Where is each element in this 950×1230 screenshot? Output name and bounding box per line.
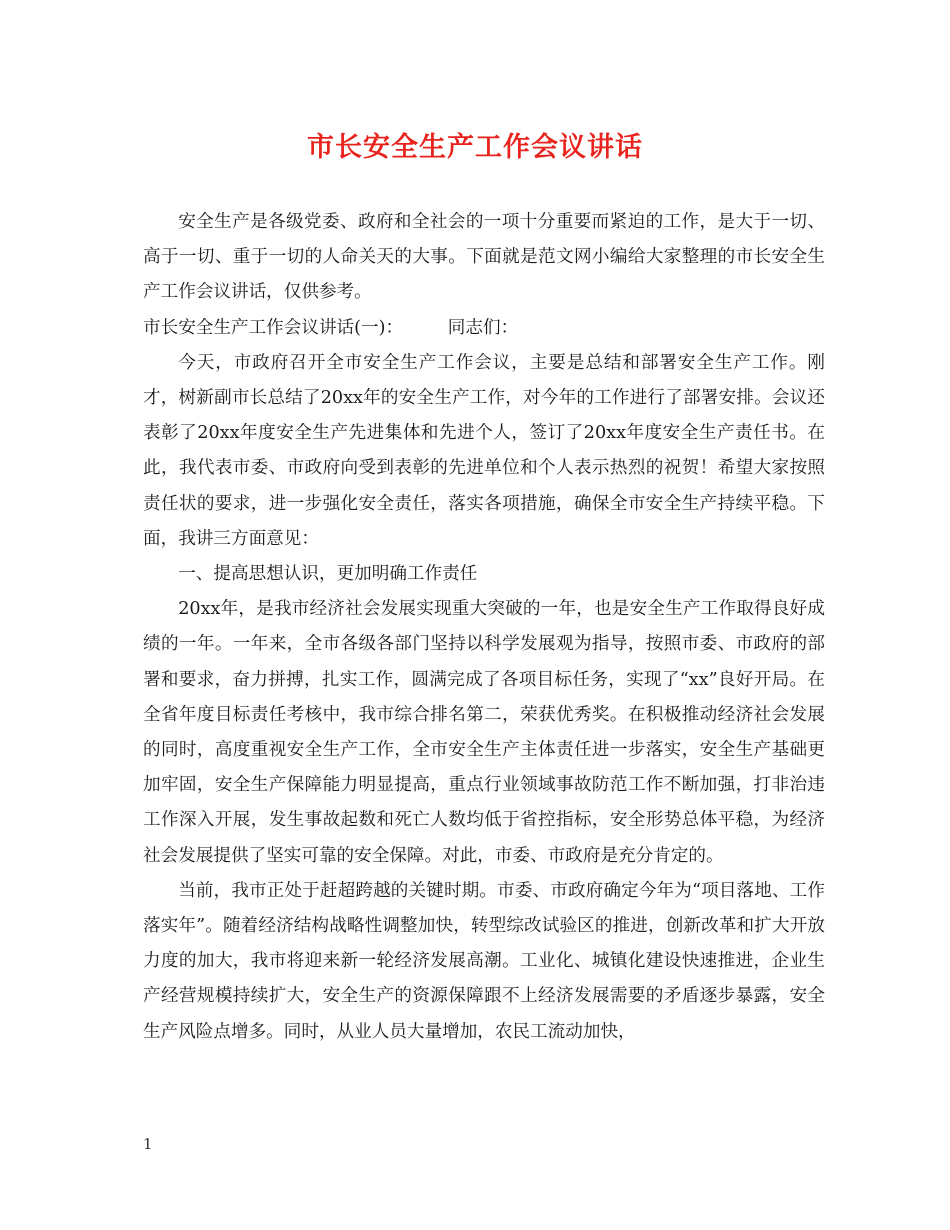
- body-paragraph-1: 今天，市政府召开全市安全生产工作会议，主要是总结和部署安全生产工作。刚才，树新副市长总结了20xx年的安全生产工作，对今年的工作进行了部署安排。会议还表彰了20xx年度安全生产先进集体和先进个人，签订了20xx年度安全生产责任书。在此，我代表市委、市政府向受到表彰的先进单位和个人表示热烈的祝贺！希望大家按照责任状的要求，进一步强化安全责任，落实各项措施，确保全市安全生产持续平稳。下面，我讲三方面意见：: [143, 352, 825, 549]
- page-number: 1: [143, 1135, 153, 1153]
- body-paragraph-3: 当前，我市正处于赶超跨越的关键时期。市委、市政府确定今年为“项目落地、工作落实年”。随着经济结构战略性调整加快，转型综改试验区的推进，创新改革和扩大开放力度的加大，我市将迎来新一轮经济发展高潮。工业化、城镇化建设快速推进，企业生产经营规模持续扩大，安全生产的资源保障跟不上经济发展需要的矛盾逐步暴露，安全生产风险点增多。同时，从业人员大量增加，农民工流动加快，: [143, 880, 825, 1042]
- section-heading-1: 一、提高思想认识，更加明确工作责任: [178, 564, 478, 585]
- body-paragraph-2: 20xx年，是我市经济社会发展实现重大突破的一年，也是安全生产工作取得良好成绩的一年。一年来，全市各级各部门坚持以科学发展观为指导，按照市委、市政府的部署和要求，奋力拼搏，扎实工作，圆满完成了各项目标任务，实现了“xx”良好开局。在全省年度目标责任考核中，我市综合排名第二，荣获优秀奖。在积极推动经济社会发展的同时，高度重视安全生产工作，全市安全生产主体责任进一步落实，安全生产基础更加牢固，安全生产保障能力明显提高，重点行业领域事故防范工作不断加强，打非治违工作深入开展，发生事故起数和死亡人数均低于省控指标，安全形势总体平稳，为经济社会发展提供了坚实可靠的安全保障。对此，市委、市政府是充分肯定的。: [143, 599, 825, 866]
- intro-paragraph: 安全生产是各级党委、政府和全社会的一项十分重要而紧迫的工作，是大于一切、高于一切、重于一切的人命关天的大事。下面就是范文网小编给大家整理的市长安全生产工作会议讲话，仅供参考。: [143, 212, 825, 303]
- document-title: 市长安全生产工作会议讲话: [307, 132, 643, 163]
- part-heading: 市长安全生产工作会议讲话(一)： 同志们：: [143, 317, 519, 338]
- document-body: [143, 205, 825, 1050]
